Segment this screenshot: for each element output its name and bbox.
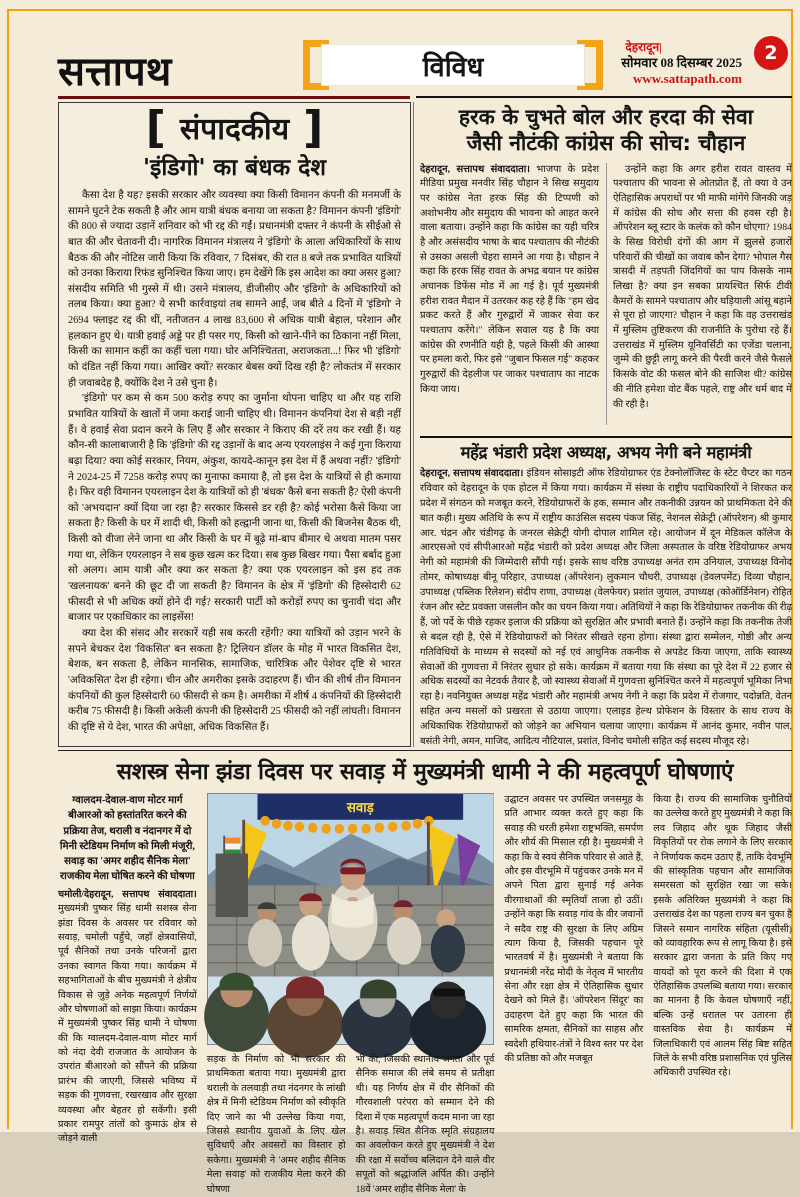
article-cm-dhami-savad (58, 750, 792, 1195)
editorial-kicker-label: संपादकीय (179, 112, 290, 147)
bottom-column-2: सड़क के निर्माण को भी सरकार की प्राथमिकता बताया गया। मुख्यमंत्री द्वारा थराली के तलवाड़ी तथा नंदनगर के लांखी क्षेत्र में मिनी स्टेडियम निर्माण को स्वीकृति दिए जाने का भी उल्लेख किया गया, जिससे स्थानीय युवाओं के लिए खेल सुविधाएँ और अवसरों का विस्तार हो सकेगा। मुख्यमंत्री ने 'अमर शहीद सैनिक मेला सवाड़' को राजकीय मेला करने की घोषणा (206, 1054, 346, 1195)
edition-info (621, 40, 742, 88)
header-rule-black (416, 96, 792, 98)
dateline: देहरादून, सत्तापथ संवाददाता। (420, 163, 530, 175)
editorial-paragraph: क्या देश की संसद और सरकारें यही सब करती रहेंगी? क्या यात्रियों को उड़ान भरने के सपने बेचकर देश 'विकसित' बन सकता है? ट्रिलियन डॉलर के मोह में भारत विकसित देश, बेशक, बन सकता है, लेकिन मानसिक, सामाजिक, चारित्रिक और पेशेवर दृष्टि से भारत 'अविकसित' देश ही रहेगा। चीन और अमरीका इसके उदाहरण हैं। चीन की शीर्ष तीन विमानन कंपनियों की कुल हिस्सेदारी 60 फीसदी से कम है। अमरीका में शीर्ष 4 कंपनियों की हिस्सेदारी करीब 75 फीसदी है। किसी अकेली कंपनी की हिस्सेदारी 25 फीसदी को नहीं लांघती। विमानन की दृष्टि से ये देश, भारत की अपेक्षा, अधिक विकसित हैं। (68, 627, 401, 733)
page-header (58, 40, 788, 94)
editorial-article (58, 102, 411, 747)
dateline: चमोली/देहरादून, सत्तापथ संवाददाता। (58, 888, 197, 900)
article-headline: हरक के चुभते बोल और हरदा की सेवा (458, 105, 754, 129)
article-body-columns (420, 163, 792, 425)
header-rule-maroon (58, 96, 410, 99)
editorial-body (68, 188, 401, 735)
article-headline-line2: जैसी नौटंकी कांग्रेस की सोच: चौहान (466, 131, 746, 156)
editorial-kicker (68, 101, 401, 153)
article-headline: सशस्त्र सेना झंडा दिवस पर सवाड़ में मुख्यमंत्री धामी ने की महत्वपूर्ण घोषणाएं (116, 759, 734, 785)
dateline: देहरादून, सत्तापथ संवाददाता। (420, 468, 524, 479)
masthead-title: सत्तापथ (58, 49, 172, 95)
paragraph-text: इंडियन सोसाइटी ऑफ रेडियोग्राफर एंड टेक्नोलॉजिस्ट के स्टेट चैप्टर का गठन रविवार को देहरादून के एक होटल में किया गया। कार्यक्रम में संस्था के राष्ट्रीय पदाधिकारियों ने शिरकत कर प्रदेश में संगठन को मजबूत करने, रेडियोग्राफरों के हक, सम्मान और तकनीकी उन्नयन को प्राथमिकता देने की बात कही। मुख्य अतिथि के रूप में राष्ट्रीय काउंसिल सदस्य पंकज सिंह, नेशनल सेक्रेट्री (ऑपरेशन) श्री कुमार आर. चंद्रन और चंडीगढ़ के जनरल सेक्रेट्री योगी दोपाल शामिल रहे। आयोजन में दून मेडिकल कॉलेज के आरएसओ एवं सीपीआरओ महेंद्र भंडारी को प्रदेश अध्यक्ष और जिला अस्पताल के वरिष्ठ रेडियोग्राफर अभय नेगी को महामंत्री की जिम्मेदारी सौंपी गई। इसके साथ वरिष्ठ उपाध्यक्ष अनंत राम उनियाल, उपाध्यक्ष विनोद तोमर, कोषाध्यक्ष बीनू परिहार, उपाध्यक्ष (ऑपरेशन) लुकमान चौधरी, उपाध्यक्ष (डेवलपमेंट) दिव्या चौहान, उपाध्यक्ष (पब्लिक रिलेशन) संदीप राणा, उपाध्यक्ष (वेलफेयर) प्रशांत जुयाल, उपाध्यक्ष (कोऑर्डिनेशन) रोहित रंजन और स्टेट प्रवक्ता जसलीन कौर का चयन किया गया। अतिथियों ने कहा कि रेडियोग्राफर तकनीक की रीढ़ हैं, जो पर्दे के पीछे रहकर इलाज की प्रक्रिया को सुरक्षित और प्रभावी बनाते हैं। उन्होंने कहा कि तकनीक तेजी से बदल रही है, ऐसे में रेडियोग्राफरों को निरंतर सीखते रहना होगा। संस्था द्वारा सम्मेलन, गोष्ठी और अन्य गतिविधियों के माध्यम से सदस्यों को नई एवं आधुनिक तकनीक से अपडेट किया जाएगा, ताकि स्वास्थ्य सेवाओं की गुणवत्ता में निरंतर सुधार हो सके। कार्यक्रम में बताया गया कि संस्था का पूरे देश में 22 हजार से अधिक सदस्यों का नेटवर्क तैयार है, जो स्वास्थ्य सेवाओं में गुणवत्ता सुनिश्चित करने में महत्वपूर्ण भूमिका निभा रहा है। नवनियुक्त अध्यक्ष महेंद्र भंडारी और महामंत्री अभय नेगी ने कहा कि प्रदेश में रोजगार, पदोन्नति, वेतन सहित अन्य मसलों को प्रखरता से उठाया जाएगा। एलाइड हेल्थ प्रोफेशन के विस्तार के साथ राज्य के अधिकाधिक रेडियोग्राफरों को जोड़ने का अभियान चलाया जाएगा। कार्यक्रम में आनंद कुमार, नवीन पाल, बसंती नेगी, अमन, माजिद, आदित्य नौटियाल, प्रशांत, विनोद चमोली सहित कई सदस्य मौजूद रहे। (420, 468, 792, 748)
editorial-paragraph: कैसा देश है यह? इसकी सरकार और व्यवस्था क्या किसी विमानन कंपनी की मनमर्जी के सामने घुटने टेक सकती है और आम यात्री बंधक बनाया जा सकता है? विमानन कंपनी 'इंडिगो' की 800 से ज्यादा उड़ानें शनिवार को भी रद्द की गईं। प्रधानमंत्री दफ्तर ने कंपनी के सीईओ से बात की और चेतावनी दी। नागरिक विमानन मंत्रालय ने 'इंडिगो' के आला अधिकारियों के साथ बैठक की और नोटिस जारी किया कि रविवार, 7 दिसंबर, की रात 8 बजे तक प्रभावित यात्रियों को उनका किराया रिफंड सुनिश्चित किया जाए। हम देखेंगे कि इस आदेश का क्या असर हुआ? संसदीय समिति भी गुस्से में थी। उसने मंत्रालय, डीजीसीए और 'इंडिगो' के अधिकारियों को तलब किया। क्या हुआ? ये सभी कार्रवाइयां तब सामने आईं, जब बीते 4 दिनों में 'इंडिगो' ने 2694 फ्लाइट रद्द की थीं, नतीजतन 4 लाख 83,600 से अधिक यात्री बेहाल, परेशान और हलकान हुए थे। यात्री हवाई अड्डे पर ही पसर गए, किसी को खाने-पीने का ठिकाना नहीं मिला, किसी का सामान कहीं का कहीं चला गया। घोर अनिश्चितता, अराजकता...! फिर भी 'इंडिगो' को दंडित नहीं किया गया। आखिर क्यों? सरकार बेबस क्यों दिख रही है? लोकतंत्र में सरकार ही जवाबदेह है, क्योंकि देश ने उसे चुना है। (68, 190, 401, 389)
article-headline: महेंद्र भंडारी प्रदेश अध्यक्ष, अभय नेगी बने महामंत्री (460, 443, 752, 462)
event-photo (207, 793, 495, 1045)
article-body-grid (58, 793, 792, 1195)
editorial-bracket-right: ] (303, 101, 324, 153)
article-paragraph: उन्होंने कहा कि अगर हरीश रावत वास्तव में पश्चाताप की भावना से ओतप्रोत हैं, तो क्या वे उन ऐतिहासिक अपराधों पर भी माफी मांगेंगे जिनकी जड़ में कांग्रेस की सोच और सत्ता की हवस रही है। ऑपरेशन ब्लू स्टार के कलंक को कौन धोएगा? 1984 के सिख विरोधी दंगों की आग में झुलसे हजारों परिवारों की चीखों का जवाब कौन देगा? भोपाल गैस त्रासदी में तड़पती जिंदगियों का पाप किसके नाम लिखा है? क्या इन सबका प्रायश्चित सिर्फ टीवी कैमरों के सामने पश्चाताप और घड़ियाली आंसू बहाने से पूरा हो जाएगा? चौहान ने कहा कि वह उत्तराखंड में मुस्लिम तुष्टिकरण की राजनीति के पुरोधा रहे हैं। उत्तराखंड में मुस्लिम यूनिवर्सिटी का एजेंडा चलाना, जुम्मे की छुट्टी लागू करने की पैरवी करने जैसे फैसले किसके वोट की फसल बोने की साजिश थी? कांग्रेस की नीति हमेशा वोट बैंक पहले, राष्ट्र और धर्म बाद में की रही है। (613, 163, 792, 410)
page-number-badge: 2 (754, 36, 788, 70)
bottom-column-5: किया है। राज्य की सामाजिक चुनौतियों का उल्लेख करते हुए मुख्यमंत्री ने कहा कि लव जिहाद और थूक जिहाद जैसी विकृतियों पर रोक लगाने के लिए सरकार ने निर्णायक कदम उठाए हैं, ताकि देवभूमि की सांस्कृतिक पहचान और सामाजिक समरसता को सुरक्षित रखा जा सके। इसके अतिरिक्त मुख्यमंत्री ने कहा कि उत्तराखंड देश का पहला राज्य बन चुका है जिसने समान नागरिक संहिता (यूसीसी) को व्यावहारिक रूप से लागू किया है। इसे सरकार द्वारा जनता के प्रति किए गए वायदों को पूरा करने की दिशा में एक ऐतिहासिक उपलब्धि बताया गया। सरकार का मानना है कि केवल घोषणाएँ नहीं, बल्कि उन्हें धरातल पर उतारना ही वास्तविक सेवा है। कार्यक्रम में जिलाधिकारी एवं आलम सिंह बिष्ट सहित जिले के सभी वरिष्ठ प्रशासनिक एवं पुलिस अधिकारी उपस्थित रहे। (653, 794, 792, 1079)
event-photo-graphic (208, 794, 494, 1044)
article-harak-chauhan (420, 104, 792, 438)
column-separator (413, 102, 414, 747)
article-lead-bold: ग्वालदम-देवाल-वाण मोटर मार्ग बीआरओ को हस्तांतरित करने की प्रक्रिया तेज, थराली व नंदानगर में दो मिनी स्टेडियम निर्माण को मिली मंजूरी, सवाड़ का 'अमर शहीद सैनिक मेला' राजकीय मेला घोषित करने की घोषणा (59, 795, 195, 883)
bottom-column-1 (58, 793, 197, 1197)
editorial-headline: 'इंडिगो' का बंधक देश (143, 155, 326, 181)
editorial-paragraph: 'इंडिगो' पर कम से कम 500 करोड़ रुपए का जुर्माना थोपना चाहिए था और यह राशि प्रभावित यात्रियों के खातों में जमा कराई जानी चाहिए थी। विमानन कंपनियां देश से बड़ी नहीं हैं। वे हवाई सेवा प्रदान करने के लिए हैं और सरकार ने किराए की दरें तय कर रखी हैं। यह कौन-सी कालाबाजारी है कि 'इंडिगो' की रद्द उड़ानों के बाद अन्य एयरलाइंस ने कई गुना किराया बढ़ा दिया? क्या कोई सरकार, नियम, अंकुश, कायदे-कानून इस देश में हैं अथवा नहीं? 'इंडिगो' ने 2024-25 में 7258 करोड़ रुपए का मुनाफा कमाया है, तो इस देश के यात्रियों से ही कमाया है। फिर वही विमानन एयरलाइन देश के यात्रियों को ही 'बंधक' कैसे बना सकती है? ऐसी कंपनी को 'अभयदान' क्यों दिया जा रहा है? सरकार किससे डर रही है? कोई भरोसा कैसे किया जा सकता है? किसी के घर में शादी थी, किसी को हल्द्वानी जाना था, किसी की बिजनेस बैठक थी, किसी को वीजा लेने जाना था और किसी के घर में बूढ़े मां-बाप बीमार थे अथवा मातम पसर गया था, लेकिन एयरलाइन ने सब कुछ खत्म कर दिया। सब कुछ बिखर गया। पैसा बर्बाद हुआ सो अलग। आम यात्री और क्या कर सकता है? क्या एक एयरलाइन को इस हद तक 'खलनायक' बनने की छूट दी जा सकती है? विमानन के क्षेत्र में 'इंडिगो' की हिस्सेदारी 62 फीसदी से भी अधिक क्यों होने दी गई? सरकारी पार्टी को करोड़ों रुपए का चुनावी चंदा और बाजार पर एकाधिकार का लाइसेंस! (68, 393, 401, 624)
edition-city: देहरादून| (625, 40, 662, 54)
edition-date: सोमवार 08 दिसम्बर 2025 (621, 55, 742, 70)
bottom-column-3: भी की, जिसकी स्थानीय जनता और पूर्व सैनिक समाज की लंबे समय से प्रतीक्षा थी। यह निर्णय क्षेत्र में वीर सैनिकों की गौरवशाली परंपरा को सम्मान देने की दिशा में एक महत्वपूर्ण कदम माना जा रहा है। सवाड़ स्थित सैनिक स्मृति संग्रहालय का अवलोकन करते हुए मुख्यमंत्री ने देश की रक्षा में सर्वोच्च बलिदान देने वाले वीर सपूतों को श्रद्धांजलि अर्पित की। उन्होंने 18वें 'अमर शहीद सैनिक मेला' के (355, 1054, 495, 1195)
section-title: विविध (321, 44, 585, 86)
article-body (420, 467, 792, 750)
header-rule (58, 96, 792, 99)
paragraph-text: भाजपा के प्रदेश मीडिया प्रमुख मनवीर सिंह चौहान ने सिख समुदाय पर कांग्रेस नेता हरक सिंह की टिप्पणी को अशोभनीय और समुदाय की भावना को आहत करने वाला बताया। उन्होंने कहा कि कांग्रेस का यही चरित्र है और असंसदीय भाषा के बाद पश्चाताप की नौटंकी से उसका असली चेहरा सामने आ गया है। चौहान ने कहा कि हरक सिंह रावत के अभद्र बयान पर कांग्रेस अचानक डिफेंस मोड में आ गई है। पूर्व मुख्यमंत्री हरीश रावत मैदान में उतरकर कह रहे हैं कि "हम खेद प्रकट करते हैं और गुरुद्वारों में जाकर सेवा कर पश्चाताप करेंगे।" लेकिन सवाल यह है कि क्या कांग्रेस की रणनीति यही है, पहले किसी की आस्था पर हमला करो, फिर इसे "जुबान फिसल गई" कहकर गुरुद्वारों की देहलीज पर जाकर पश्चाताप का नाटक किया जाय। (420, 163, 599, 395)
article-radiographer-society (420, 440, 792, 747)
section-banner (303, 40, 603, 90)
editorial-bracket-left: [ (145, 101, 166, 153)
photo-banner-text: सवाड़ (346, 799, 374, 815)
paragraph-text: मुख्यमंत्री पुष्कर सिंह धामी सशस्त्र सेना झंडा दिवस के अवसर पर रविवार को सवाड़, चमोली पहुँचे, जहाँ क्षेत्रवासियों, पूर्व सैनिकों तथा उनके परिजनों द्वारा उनका स्वागत किया गया। कार्यक्रम में सहभागिताओं के बीच मुख्यमंत्री ने क्षेत्रीय विकास से जुड़े अनेक महत्वपूर्ण निर्णयों और घोषणाओं को साझा किया। कार्यक्रम में मुख्यमंत्री पुष्कर सिंह धामी ने घोषणा की कि ग्वालदम-देवाल-वाण मोटर मार्ग को नंदा देवी राजजात के आयोजन के उपरांत बीआरओ को सौंपने की प्रक्रिया प्रारंभ की जाएगी, जिससे भविष्य में सड़क की गुणवत्ता, रखरखाव और सुरक्षा व्यवस्था और बेहतर हो सकेंगी। इसी प्रकार रामपुर तांतों को कुमाऊं क्षेत्र से जोड़ने वाली (58, 903, 197, 1145)
article-paragraph (420, 163, 599, 398)
website-link[interactable]: www.sattapath.com (632, 71, 742, 87)
bottom-column-4: उद्घाटन अवसर पर उपस्थित जनसमूह के प्रति आभार व्यक्त करते हुए कहा कि सवाड़ की धरती हमेशा राष्ट्रभक्ति, समर्पण और शौर्य की मिसाल रही है। मुख्यमंत्री ने कहा कि वे स्वयं सैनिक परिवार से आते हैं, और इस वीरभूमि में पहुंचकर उनके मन में अपने पिता द्वारा सुनाई गई अनेक वीरगाथाओं की स्मृतियाँ ताजा हो उठीं। उन्होंने कहा कि सवाड़ गांव के वीर जवानों ने सदैव राष्ट्र की सुरक्षा के लिए अग्रिम त्याग किया है, जिसकी पहचान पूरे भारतवर्ष में है। मुख्यमंत्री ने बताया कि प्रधानमंत्री नरेंद्र मोदी के नेतृत्व में भारतीय सेना और रक्षा क्षेत्र में ऐतिहासिक सुधार देखने को मिले हैं। 'ऑपरेशन सिंदूर' का उदाहरण देते हुए कहा कि भारत की सामरिक क्षमता, सैनिकों का साहस और स्वदेशी हथियार-तंत्रों ने विश्व स्तर पर देश की प्रतिष्ठा को और मजबूत (504, 794, 644, 1065)
